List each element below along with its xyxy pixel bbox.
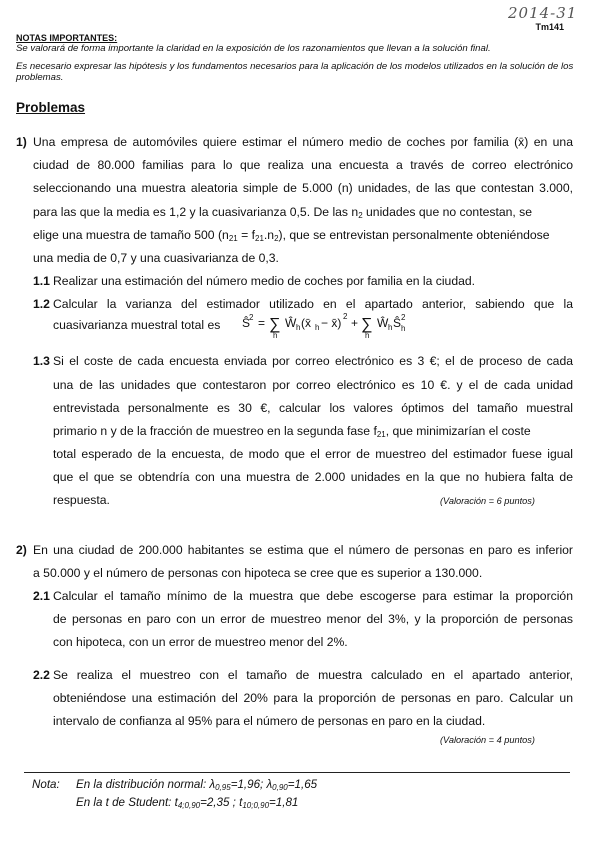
subscript: 0,90 bbox=[272, 783, 288, 792]
svg-text:2: 2 bbox=[249, 313, 254, 322]
svg-text:Ŵ: Ŵ bbox=[377, 316, 389, 330]
svg-text:Ŝ: Ŝ bbox=[242, 316, 251, 330]
section-title: Problemas bbox=[16, 100, 86, 115]
text-run: =1,81 bbox=[269, 796, 299, 809]
text-run: primario n y de la fracción de muestreo en la segunda fase f bbox=[53, 424, 377, 438]
footnote-label: Nota: bbox=[32, 778, 60, 791]
svg-text:Ŝ: Ŝ bbox=[393, 316, 402, 330]
svg-text:h: h bbox=[401, 324, 406, 333]
text-run: ), que se entrevistan personalmente obteniéndose bbox=[278, 228, 550, 242]
question-1-3-line-2: una de las unidades que contestaron por correo electrónico es 10 €. y el de cada unidad bbox=[53, 378, 573, 392]
problem-2-line-2: a 50.000 y el número de personas con hipoteca se cree que es superior a 130.000. bbox=[33, 566, 483, 580]
svg-text:+: + bbox=[351, 316, 359, 330]
question-2-1-number: 2.1 bbox=[33, 589, 50, 603]
subscript: 2 bbox=[274, 234, 279, 243]
footnote-normal-distribution bbox=[76, 778, 317, 791]
question-2-1-line-2: de personas en paro con un error de muestreo menor del 3%, y la proporción de personas bbox=[53, 612, 573, 626]
text-run: =1,65 bbox=[287, 778, 318, 791]
document-code: Tm141 bbox=[535, 22, 564, 32]
svg-text:h: h bbox=[365, 331, 370, 340]
question-1-1-number: 1.1 bbox=[33, 274, 50, 288]
notes-title: NOTAS IMPORTANTES: bbox=[16, 33, 118, 43]
svg-text:2: 2 bbox=[343, 312, 348, 321]
note-line-2: Es necesario expresar las hipótesis y los fundamentos necesarios para la aplicación de los modelos utilizados en la solución de los problemas. bbox=[16, 61, 574, 83]
text-run: , que minimizarían el coste bbox=[385, 424, 531, 438]
problem-1-line-6: una media de 0,7 y una cuasivarianza de 0,3. bbox=[33, 251, 279, 265]
problem-1-line-2: ciudad de 80.000 familias para lo que realiza una encuesta a través de correo electrónico bbox=[33, 158, 573, 172]
subscript: 10;0,90 bbox=[242, 801, 270, 810]
text-run: =2,35 ; t bbox=[200, 796, 243, 809]
text-run: elige una muestra de tamaño 500 (n bbox=[33, 228, 229, 242]
svg-text:∑: ∑ bbox=[361, 316, 373, 333]
question-1-2-line-1: Calcular la varianza del estimador utilizado en el apartado anterior, sabiendo que la bbox=[53, 297, 573, 311]
problem-1-line-4 bbox=[33, 205, 573, 219]
handwritten-date: 2014-31 bbox=[508, 4, 578, 22]
question-2-2-line-2: obteniéndose una estimación del 20% para la proporción de personas en paro. Calcular un bbox=[53, 691, 573, 705]
text-run: En la t de Student: t bbox=[76, 796, 178, 809]
problem-2-number: 2) bbox=[16, 543, 27, 557]
question-1-3-line-3: entrevistada personalmente es 30 €, calcular los valores óptimos del tamaño muestral bbox=[53, 401, 573, 415]
problem-1-line-5 bbox=[33, 228, 573, 242]
problem-1-line-3: seleccionando una muestra aleatoria simple de 5.000 (n) unidades, de las que contestan 3.000, bbox=[33, 181, 573, 195]
svg-text:h: h bbox=[296, 323, 301, 332]
svg-text:=: = bbox=[258, 316, 266, 330]
problem-1-line-1: Una empresa de automóviles quiere estimar el número medio de coches por familia (x̄) en una bbox=[33, 135, 573, 149]
text-run: En la distribución normal: λ bbox=[76, 778, 216, 791]
question-2-2-line-1: Se realiza el muestreo con el tamaño de muestra calculado en el apartado anterior, bbox=[53, 668, 573, 682]
question-1-2-number: 1.2 bbox=[33, 297, 50, 311]
svg-text:− x̄): − x̄) bbox=[321, 316, 342, 330]
question-2-1-line-1: Calcular el tamaño mínimo de la muestra que debe escogerse para estimar la proporción bbox=[53, 589, 573, 603]
subscript: 21 bbox=[228, 234, 238, 243]
footnote-student-t bbox=[76, 796, 298, 809]
svg-text:Ŵ: Ŵ bbox=[285, 316, 297, 330]
subscript: 21 bbox=[376, 430, 386, 439]
question-1-3-line-4 bbox=[53, 424, 573, 438]
svg-text:h: h bbox=[273, 331, 278, 340]
note-line-1: Se valorará de forma importante la claridad en la exposición de los razonamientos que llevan a la solución final. bbox=[16, 43, 491, 54]
question-1-3-line-1: Si el coste de cada encuesta enviada por correo electrónico es 3 €; el de proceso de cada bbox=[53, 354, 573, 368]
text-run: .n bbox=[263, 228, 275, 242]
footnote-divider bbox=[24, 772, 570, 773]
problem-2-score: (Valoración = 4 puntos) bbox=[440, 735, 535, 745]
question-1-3-line-5: total esperado de la encuesta, de modo que el error de muestreo del estimador fuese igual bbox=[53, 447, 573, 461]
question-2-2-line-3: intervalo de confianza al 95% para el número de personas en paro en la ciudad. bbox=[53, 714, 486, 728]
svg-text:(x̄: (x̄ bbox=[301, 316, 311, 330]
text-run: = f bbox=[237, 228, 255, 242]
subscript: 21 bbox=[255, 234, 264, 243]
question-2-2-number: 2.2 bbox=[33, 668, 50, 682]
question-2-1-line-3: con hipoteca, con un error de muestreo menor del 2%. bbox=[53, 635, 348, 649]
problem-2-line-1: En una ciudad de 200.000 habitantes se estima que el número de personas en paro es inferior bbox=[33, 543, 573, 557]
subscript: 4;0,90 bbox=[177, 801, 201, 810]
question-1-3-line-6: que el que se obtendría con una muestra de 2.000 unidades en la que no hubiera falta de bbox=[53, 470, 573, 484]
subscript: 0,95 bbox=[215, 783, 231, 792]
svg-text:h: h bbox=[388, 323, 393, 332]
text-run: para las que la media es 1,2 y la cuasivarianza 0,5. De las n bbox=[33, 205, 359, 219]
question-1-3-line-7: respuesta. bbox=[53, 493, 110, 507]
question-1-2-line-2: cuasivarianza muestral total es bbox=[53, 318, 221, 332]
subscript: 2 bbox=[358, 211, 363, 220]
problem-1-number: 1) bbox=[16, 135, 27, 149]
svg-text:2: 2 bbox=[401, 313, 406, 322]
svg-text:h: h bbox=[315, 323, 320, 332]
question-1-3-number: 1.3 bbox=[33, 354, 50, 368]
question-1-1-text: Realizar una estimación del número medio de coches por familia en la ciudad. bbox=[53, 274, 476, 288]
text-run: =1,96; λ bbox=[230, 778, 273, 791]
text-run: unidades que no contestan, se bbox=[362, 205, 533, 219]
problem-1-score: (Valoración = 6 puntos) bbox=[440, 496, 535, 506]
svg-text:∑: ∑ bbox=[269, 316, 281, 333]
cuasivarianza-formula bbox=[240, 300, 430, 340]
